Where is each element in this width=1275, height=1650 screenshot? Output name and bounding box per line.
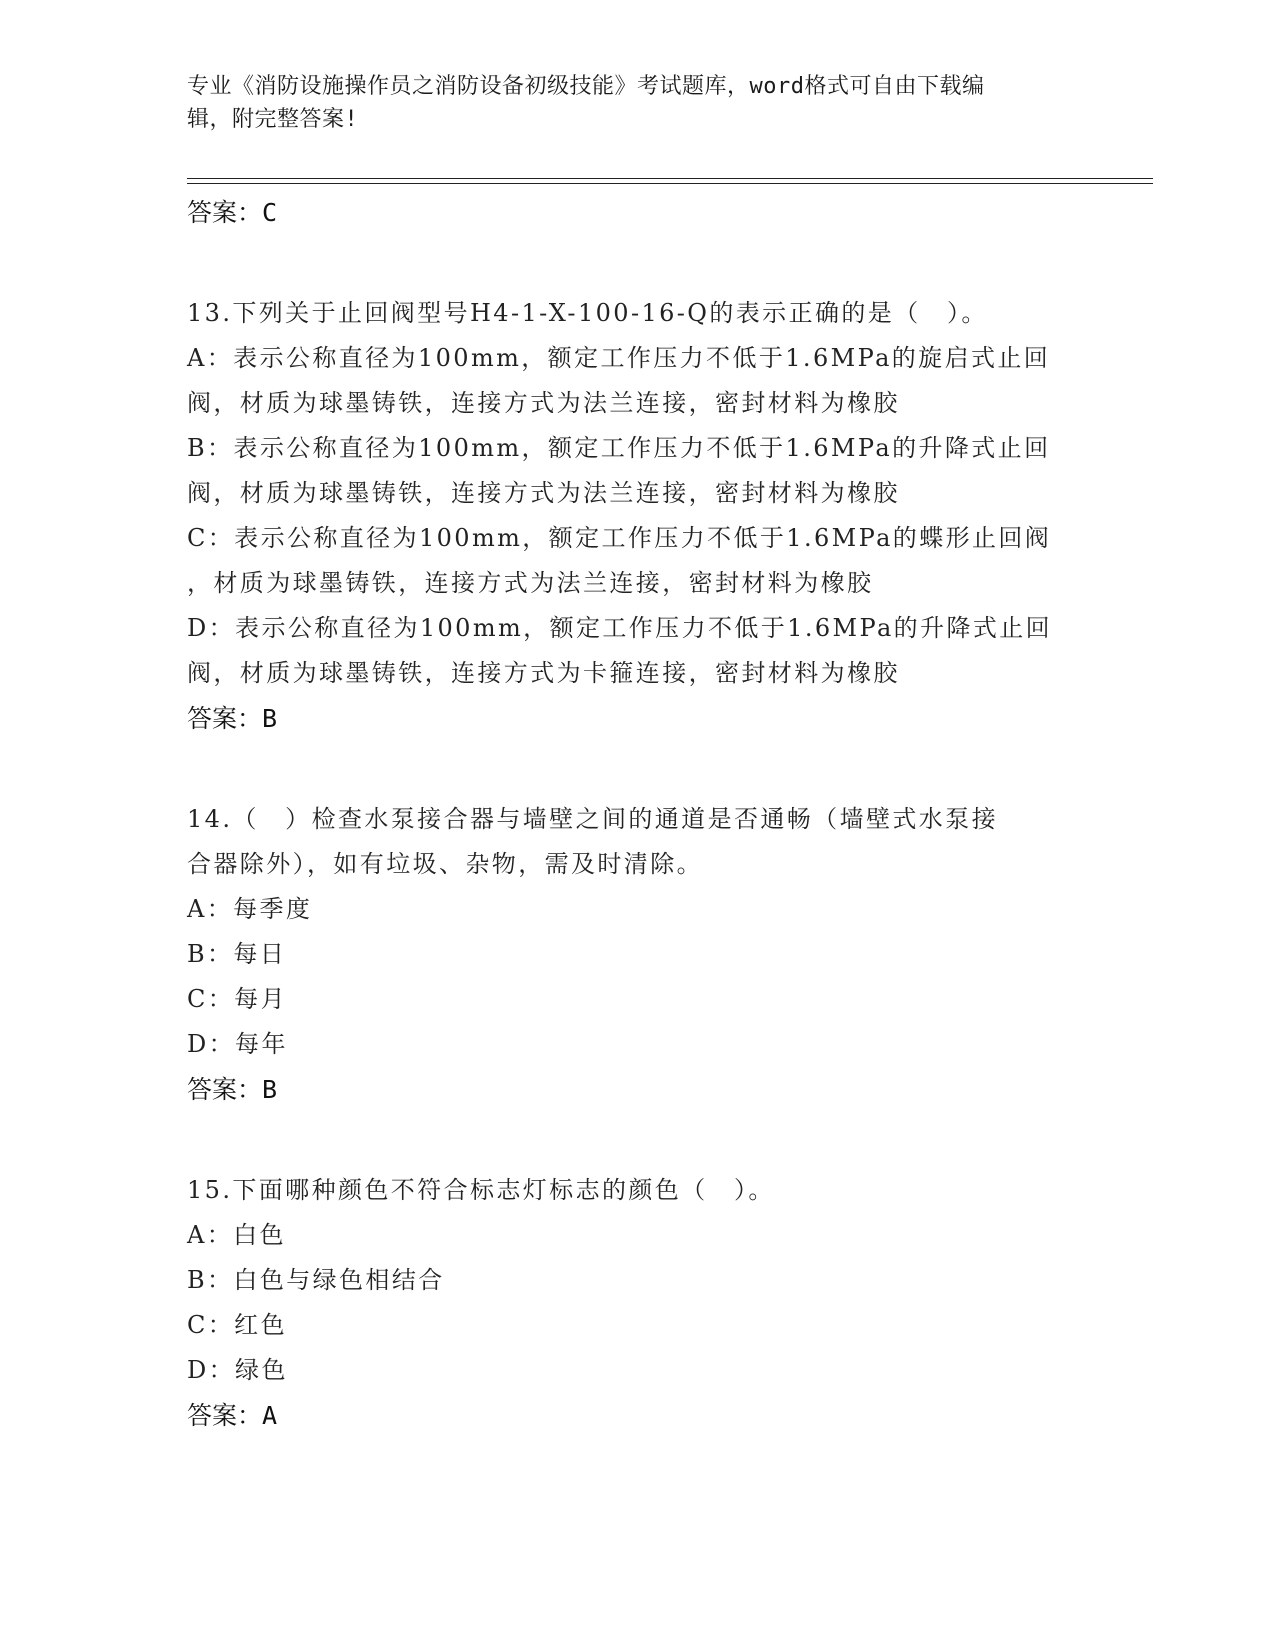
question-14-option-c: C：每月 xyxy=(187,985,287,1013)
question-14-option-d: D：每年 xyxy=(187,1030,288,1058)
question-13-option-a-line-2: 阀，材质为球墨铸铁，连接方式为法兰连接，密封材料为橡胶 xyxy=(187,389,900,417)
question-14 xyxy=(187,797,1087,1113)
question-14-answer: 答案：B xyxy=(187,1075,278,1104)
question-15-option-d: D：绿色 xyxy=(187,1356,288,1384)
question-13-option-c-line-2: ，材质为球墨铸铁，连接方式为法兰连接，密封材料为橡胶 xyxy=(187,569,874,597)
question-13-option-b-line-2: 阀，材质为球墨铸铁，连接方式为法兰连接，密封材料为橡胶 xyxy=(187,479,900,507)
question-14-stem-line-1: 14.（ ）检查水泵接合器与墙壁之间的通道是否通畅（墙壁式水泵接 xyxy=(187,805,998,833)
header-rule-bottom xyxy=(187,183,1153,184)
question-14-option-b: B：每日 xyxy=(187,940,287,968)
document-header xyxy=(187,70,1067,136)
question-14-stem-line-2: 合器除外），如有垃圾、杂物，需及时清除。 xyxy=(187,850,703,878)
header-line-2: 辑，附完整答案! xyxy=(187,107,359,132)
question-14-option-a: A：每季度 xyxy=(187,895,313,923)
spacer xyxy=(187,236,1087,291)
question-13-option-a-line-1: A：表示公称直径为100mm，额定工作压力不低于1.6MPa的旋启式止回 xyxy=(187,344,1051,372)
question-13-option-c-line-1: C：表示公称直径为100mm，额定工作压力不低于1.6MPa的蝶形止回阀 xyxy=(187,524,1052,552)
question-13-option-d-line-2: 阀，材质为球墨铸铁，连接方式为卡箍连接，密封材料为橡胶 xyxy=(187,659,900,687)
question-13-stem: 13.下列关于止回阀型号H4-1-X-100-16-Q的表示正确的是（ ）。 xyxy=(187,299,988,327)
question-13-option-b-line-1: B：表示公称直径为100mm，额定工作压力不低于1.6MPa的升降式止回 xyxy=(187,434,1051,462)
question-15-option-a: A：白色 xyxy=(187,1221,286,1249)
document-body xyxy=(187,190,1087,1439)
header-rule-top xyxy=(187,178,1153,179)
spacer xyxy=(187,1113,1087,1168)
question-15 xyxy=(187,1168,1087,1439)
question-13-answer: 答案：B xyxy=(187,704,278,733)
question-13 xyxy=(187,291,1087,742)
question-15-answer: 答案：A xyxy=(187,1401,278,1430)
question-13-option-d-line-1: D：表示公称直径为100mm，额定工作压力不低于1.6MPa的升降式止回 xyxy=(187,614,1053,642)
spacer xyxy=(187,742,1087,797)
header-line-1: 专业《消防设施操作员之消防设备初级技能》考试题库，word格式可自由下载编 xyxy=(187,74,985,99)
question-15-option-c: C：红色 xyxy=(187,1311,287,1339)
question-15-stem: 15.下面哪种颜色不符合标志灯标志的颜色（ ）。 xyxy=(187,1176,775,1204)
question-15-option-b: B：白色与绿色相结合 xyxy=(187,1266,445,1294)
previous-answer: 答案：C xyxy=(187,198,278,227)
